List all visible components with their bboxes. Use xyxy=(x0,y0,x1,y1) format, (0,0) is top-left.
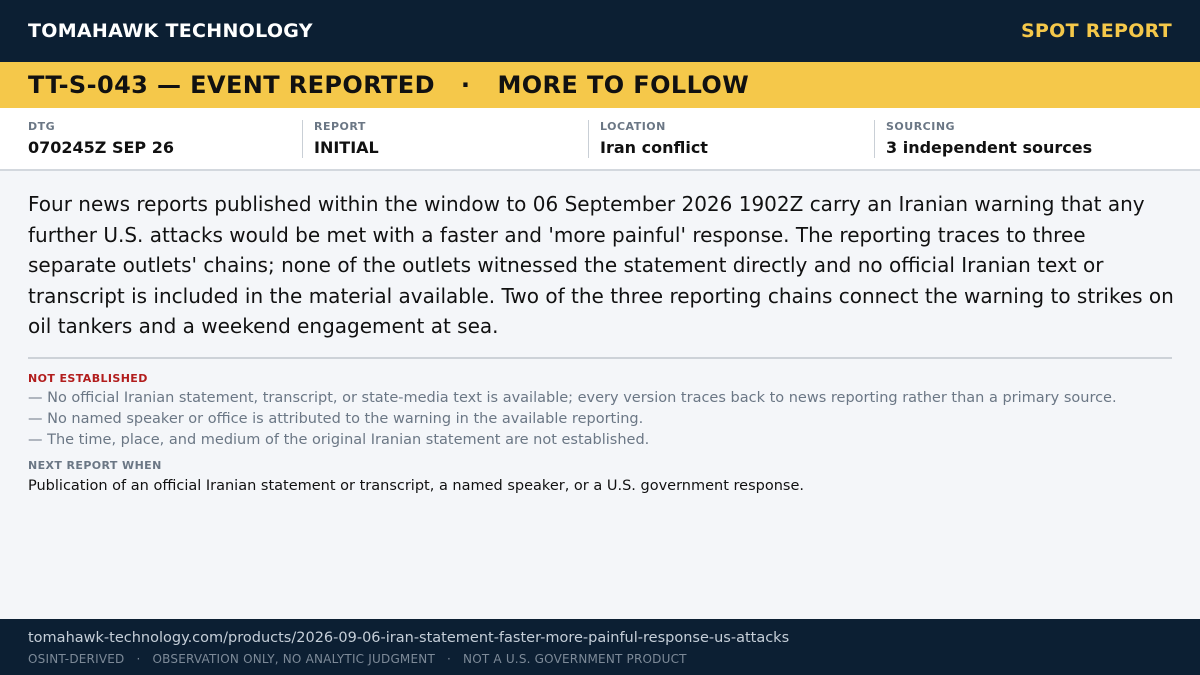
footer-tag-observation: OBSERVATION ONLY, NO ANALYTIC JUDGMENT xyxy=(152,652,435,666)
meta-dtg-value: 070245Z SEP 26 xyxy=(28,138,174,157)
footer-tag-separator: · xyxy=(136,652,141,666)
follow-status: MORE TO FOLLOW xyxy=(497,71,750,99)
footer-tags xyxy=(28,652,687,666)
meta-sourcing-label: SOURCING xyxy=(886,120,956,133)
report-type-label: SPOT REPORT xyxy=(1020,20,1172,42)
not-established-label: NOT ESTABLISHED xyxy=(28,372,148,385)
next-report-text: Publication of an official Iranian statement or transcript, a named speaker, or a U.S. government response. xyxy=(28,478,804,494)
top-bar xyxy=(0,0,1200,62)
banner-separator: · xyxy=(460,71,471,99)
meta-report-label: REPORT xyxy=(314,120,366,133)
meta-report-value: INITIAL xyxy=(314,138,379,157)
not-established-list xyxy=(28,388,1178,451)
footer-tag-separator: · xyxy=(447,652,452,666)
footer-tag-osint: OSINT-DERIVED xyxy=(28,652,125,666)
list-item: — No named speaker or office is attributed to the warning in the available reporting. xyxy=(28,411,644,427)
brand-name: TOMAHAWK TECHNOLOGY xyxy=(28,20,313,42)
meta-location-value: Iran conflict xyxy=(600,138,708,157)
report-id-status: TT-S-043 — EVENT REPORTED xyxy=(28,71,435,99)
section-divider xyxy=(28,357,1172,359)
meta-sourcing xyxy=(874,120,1092,158)
report-summary: Four news reports published within the window to 06 September 2026 1902Z carry an Iranian warning that any further U.S. attacks would be met with a faster and 'more painful' response. The reporting traces to three separate outlets' chains; none of the outlets witnessed the statement directly and no official Iranian text or transcript is included in the material available. Two of the three reporting chains connect the warning to strikes on oil tankers and a weekend engagement at sea. xyxy=(28,192,1174,338)
status-banner xyxy=(0,62,1200,108)
next-report-label: NEXT REPORT WHEN xyxy=(28,459,162,472)
footer xyxy=(0,619,1200,675)
meta-location-label: LOCATION xyxy=(600,120,666,133)
meta-report xyxy=(302,120,379,158)
metadata-row xyxy=(0,108,1200,171)
footer-tag-not-usg: NOT A U.S. GOVERNMENT PRODUCT xyxy=(463,652,687,666)
meta-sourcing-value: 3 independent sources xyxy=(886,138,1093,157)
list-item: — The time, place, and medium of the original Iranian statement are not established. xyxy=(28,432,650,448)
meta-dtg-label: DTG xyxy=(28,120,56,133)
list-item: — No official Iranian statement, transcript, or state-media text is available; every version traces back to news reporting rather than a primary source. xyxy=(28,390,1117,406)
footer-url[interactable]: tomahawk-technology.com/products/2026-09-06-iran-statement-faster-more-painful-response-us-attacks xyxy=(28,630,790,646)
meta-location xyxy=(588,120,708,158)
meta-dtg xyxy=(28,120,174,158)
